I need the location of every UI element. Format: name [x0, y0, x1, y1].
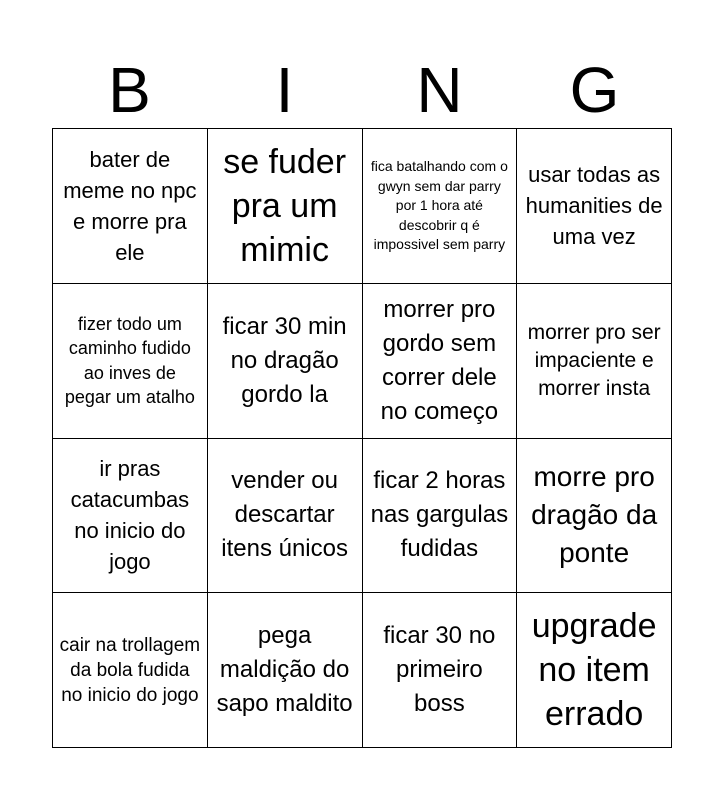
cell-text: morrer pro gordo sem correr dele no começo: [380, 295, 499, 425]
cell-text: pega maldição do sapo maldito: [216, 622, 353, 718]
bingo-cell-r2c4[interactable]: [517, 284, 672, 439]
bingo-header: [52, 52, 672, 128]
bingo-cell-r1c3[interactable]: [363, 129, 518, 284]
bingo-cell-r4c4[interactable]: [517, 593, 672, 748]
bingo-board: [52, 128, 672, 748]
cell-text: ficar 30 min no dragão gordo la: [222, 312, 347, 408]
bingo-cell-r2c1[interactable]: [53, 284, 208, 439]
bingo-cell-r4c1[interactable]: [53, 593, 208, 748]
cell-text: morre pro dragão da ponte: [531, 461, 658, 569]
cell-text: morrer pro ser impaciente e morrer insta: [527, 320, 661, 400]
bingo-cell-r3c3[interactable]: [363, 439, 518, 594]
bingo-cell-r3c1[interactable]: [53, 439, 208, 594]
cell-text: se fuder pra um mimic: [223, 142, 347, 269]
bingo-cell-r1c2[interactable]: [208, 129, 363, 284]
bingo-cell-r2c3[interactable]: [363, 284, 518, 439]
bingo-cell-r4c3[interactable]: [363, 593, 518, 748]
cell-text: ir pras catacumbas no inicio do jogo: [70, 456, 190, 575]
cell-text: usar todas as humanities de uma vez: [525, 162, 663, 250]
cell-text: ficar 2 horas nas gargulas fudidas: [370, 467, 509, 563]
header-letter-b: B: [108, 54, 151, 126]
bingo-cell-r1c4[interactable]: [517, 129, 672, 284]
cell-text: fica batalhando com o gwyn sem dar parry por 1 hora até descobrir q é impossivel sem parry: [370, 158, 508, 253]
header-letter-g: G: [569, 54, 620, 126]
cell-text: bater de meme no npc e morre pra ele: [63, 146, 197, 265]
header-letter-i: I: [275, 54, 294, 126]
bingo-cell-r3c2[interactable]: [208, 439, 363, 594]
cell-text: ficar 30 no primeiro boss: [383, 622, 496, 718]
cell-text: upgrade no item errado: [531, 607, 657, 734]
bingo-cell-r2c2[interactable]: [208, 284, 363, 439]
cell-text: cair na trollagem da bola fudida no inicio do jogo: [59, 634, 201, 706]
bingo-cell-r3c4[interactable]: [517, 439, 672, 594]
cell-text: vender ou descartar itens únicos: [221, 467, 348, 563]
header-letter-n: N: [416, 54, 463, 126]
bingo-cell-r1c1[interactable]: [53, 129, 208, 284]
cell-text: fizer todo um caminho fudido ao inves de pegar um atalho: [64, 313, 195, 408]
bingo-cell-r4c2[interactable]: [208, 593, 363, 748]
